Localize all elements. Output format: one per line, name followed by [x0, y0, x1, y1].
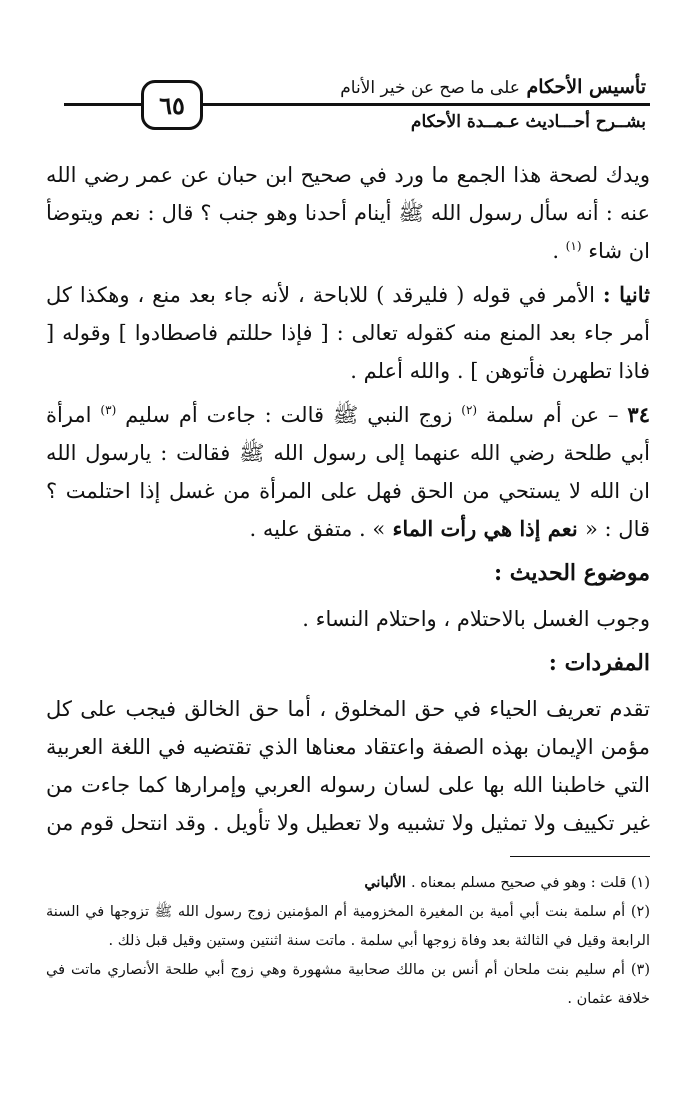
paragraph-2: [46, 276, 650, 390]
footnotes: [46, 868, 650, 1014]
section-title-vocabulary: المفردات :: [548, 650, 650, 676]
hadith-number: ٣٤: [627, 402, 650, 427]
footnote-1-text: (١) قلت : وهو في صحيح مسلم بمعناه .: [411, 875, 650, 891]
paragraph-hadith-34: [46, 396, 650, 548]
paragraph-1: [46, 156, 650, 270]
footnote-2: (٢) أم سلمة بنت أبي أمية بن المغيرة المخزومية أم المؤمنين زوج رسول الله ﷺ تزوجها في السنة الرابعة وقيل في الثالثة بعد وفاة زوجها أبي سلمة . ماتت سنة اثنتين وستين وقيل قبل ذلك .: [46, 904, 650, 949]
hadith-text-b: زوج النبي ﷺ قالت : جاءت أم سليم: [125, 403, 462, 427]
paragraph-1-end: .: [552, 239, 566, 263]
header-title-main: تأسيس الأحكام: [526, 76, 646, 98]
hadith-text-a: – عن أم سلمة: [486, 403, 628, 427]
page-number: ٦٥: [141, 80, 203, 130]
footnote-1: [46, 868, 650, 898]
footnote-ref-2[interactable]: (٢): [461, 403, 478, 417]
hadith-text-c: امرأة أبي طلحة رضي الله عنهما إلى رسول الله ﷺ فقالت : يارسول الله ان الله لا يستحي من الحق فهل على المرأة من غسل إذا احتلمت ؟ قال : «: [46, 403, 650, 541]
section-title-topic: موضوع الحديث :: [493, 560, 650, 586]
header-title-rest: على ما صح عن خير الأنام: [340, 78, 520, 98]
footnote-ref-3[interactable]: (٣): [100, 403, 117, 417]
hadith-text-end: » . متفق عليه .: [249, 517, 386, 541]
footnote-separator: [510, 856, 650, 857]
section-topic-text: وجوب الغسل بالاحتلام ، واحتلام النساء .: [302, 607, 650, 631]
footnote-1-author: الألباني: [364, 874, 412, 891]
paragraph-2-lead: ثانيا :: [602, 282, 650, 307]
hadith-answer: نعم إذا هي رأت الماء: [385, 516, 586, 541]
footnote-3: (٣) أم سليم بنت ملحان أم أنس بن مالك صحابية مشهورة وهي زوج أبي طلحة الأنصاري ماتت في خلافة عثمان .: [46, 962, 650, 1007]
body-text: [46, 156, 650, 848]
paragraph-vocabulary: تقدم تعريف الحياء في حق المخلوق ، أما حق الخالق فيجب على كل مؤمن الإيمان بهذه الصفة واعتقاد معناها الذي تقتضيه في اللغة العربية التي خاطبنا الله بها على لسان رسوله العربي وإمرارها كما جاءت من غير تكييف ولا تمثيل ولا تشبيه ولا تعطيل ولا تأويل . وقد انتحل قوم من: [46, 697, 650, 835]
running-header-title: [340, 74, 646, 101]
footnote-ref-1[interactable]: (١): [565, 239, 582, 253]
paragraph-2-text: الأمر في قوله ( فليرقد ) للاباحة ، لأنه جاء بعد منع ، وهكذا كل أمر جاء بعد المنع منه كقوله تعالى : [ فإذا حللتم فاصطادوا ] وقوله [ فاذا تطهرن فأتوهن ] . والله أعلم .: [46, 283, 650, 383]
paragraph-1-text: ويدك لصحة هذا الجمع ما ورد في صحيح ابن حبان عن عمر رضي الله عنه : أنه سأل رسول الله ﷺ أينام أحدنا وهو جنب ؟ قال : نعم ويتوضأ ان شاء: [46, 163, 650, 263]
running-header-subtitle: بشــرح أحـــاديث عـمــدة الأحكام: [410, 112, 646, 132]
